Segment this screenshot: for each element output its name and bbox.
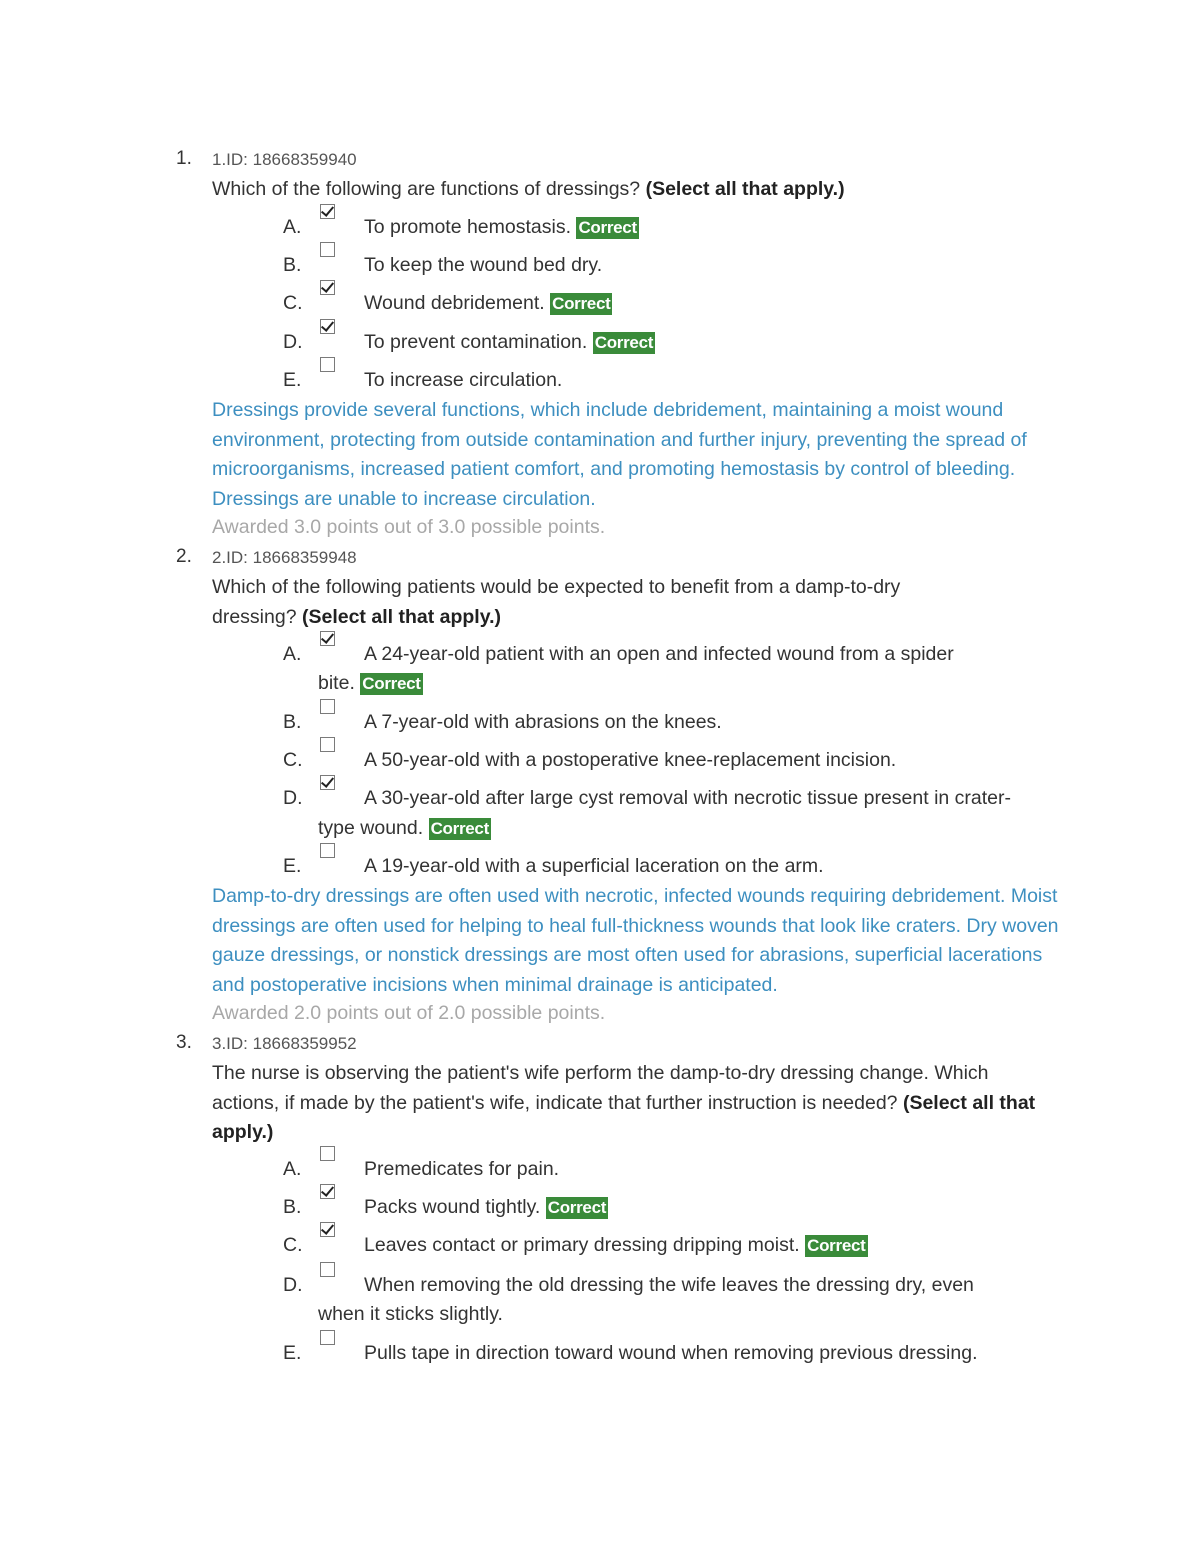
choice-text: Wound debridement. bbox=[364, 292, 545, 314]
checkbox-checked[interactable] bbox=[320, 280, 335, 295]
points-awarded: Awarded 3.0 points out of 3.0 possible points. bbox=[212, 516, 606, 538]
prompt-instruction: (Select all that apply.) bbox=[645, 178, 845, 200]
correct-badge: Correct bbox=[547, 1198, 607, 1217]
choice-text: When removing the old dressing the wife leaves the dressing dry, even bbox=[364, 1274, 974, 1296]
question-id: 2.ID: 18668359948 bbox=[212, 548, 357, 567]
choice-c[interactable] bbox=[0, 749, 1200, 779]
question-number: 3. bbox=[176, 1032, 192, 1053]
correct-badge: Correct bbox=[578, 218, 637, 237]
question-number: 1. bbox=[176, 148, 192, 169]
choice-text-wrap bbox=[364, 1234, 868, 1257]
choice-text-wrap bbox=[364, 216, 639, 239]
checkbox-unchecked[interactable] bbox=[320, 1330, 335, 1345]
question-number: 2. bbox=[176, 546, 192, 567]
choice-text: To promote hemostasis. bbox=[364, 216, 572, 238]
checkbox-checked[interactable] bbox=[320, 204, 335, 219]
choice-text: To keep the wound bed dry. bbox=[364, 254, 603, 276]
question-prompt bbox=[212, 1059, 1052, 1148]
question-id: 1.ID: 18668359940 bbox=[212, 150, 357, 169]
choice-letter: D. bbox=[283, 787, 303, 809]
choice-letter: D. bbox=[283, 331, 303, 353]
choice-text-continued: when it sticks slightly. bbox=[318, 1303, 503, 1325]
choice-text-continued: type wound. bbox=[318, 817, 424, 839]
choice-d[interactable] bbox=[0, 331, 1200, 361]
prompt-instruction: (Select all that apply.) bbox=[301, 605, 502, 628]
choice-d[interactable] bbox=[0, 787, 1200, 839]
question-prompt bbox=[212, 573, 952, 632]
question-prompt bbox=[212, 175, 1052, 205]
choice-text: To prevent contamination. bbox=[364, 331, 588, 353]
checkbox-checked[interactable] bbox=[320, 775, 335, 790]
points-awarded: Awarded 2.0 points out of 2.0 possible points. bbox=[212, 1002, 606, 1024]
choice-text: Packs wound tightly. bbox=[364, 1196, 541, 1218]
choice-letter: A. bbox=[283, 1158, 302, 1180]
choice-text: A 24-year-old patient with an open and infected wound from a spider bbox=[364, 643, 954, 665]
choice-text: Pulls tape in direction toward wound when removing previous dressing. bbox=[364, 1342, 978, 1364]
choice-letter: B. bbox=[283, 711, 302, 733]
correct-badge: Correct bbox=[430, 819, 489, 838]
choice-letter: B. bbox=[283, 1196, 302, 1218]
choice-text-wrap bbox=[364, 331, 655, 354]
choice-text-cont-wrap bbox=[318, 672, 423, 695]
checkbox-unchecked[interactable] bbox=[320, 1262, 335, 1277]
prompt-instruction: (Select all that apply.) bbox=[212, 1091, 1036, 1143]
choice-e[interactable] bbox=[0, 855, 1200, 885]
choice-b[interactable] bbox=[0, 254, 1200, 284]
choice-a[interactable] bbox=[0, 643, 1200, 694]
choice-letter: E. bbox=[283, 855, 302, 877]
checkbox-unchecked[interactable] bbox=[320, 737, 335, 752]
choice-letter: A. bbox=[283, 216, 302, 238]
checkbox-unchecked[interactable] bbox=[320, 699, 335, 714]
choice-text: A 7-year-old with abrasions on the knees. bbox=[364, 711, 722, 733]
choice-text: A 30-year-old after large cyst removal with necrotic tissue present in crater- bbox=[364, 787, 1012, 809]
choice-text: Premedicates for pain. bbox=[364, 1158, 560, 1180]
choice-letter: E. bbox=[283, 1342, 302, 1364]
choice-a[interactable] bbox=[0, 1158, 1200, 1188]
answer-feedback: Dressings provide several functions, which include debridement, maintaining a moist wound environment, protecting from outside contamination and further injury, preventing the spread of microorganisms, increased patient comfort, and promoting hemostasis by control of bleeding. Dressings are unable to increase circulation. bbox=[212, 399, 1027, 510]
correct-badge: Correct bbox=[552, 294, 611, 313]
choice-letter: D. bbox=[283, 1274, 303, 1296]
question-id: 3.ID: 18668359952 bbox=[212, 1034, 357, 1053]
checkbox-checked[interactable] bbox=[320, 1222, 335, 1237]
prompt-text: Which of the following patients would be expected to benefit from a damp-to-dry dressing? bbox=[212, 576, 901, 628]
choice-letter: B. bbox=[283, 254, 302, 276]
choice-text: A 50-year-old with a postoperative knee-replacement incision. bbox=[364, 749, 897, 771]
choice-text: A 19-year-old with a superficial laceration on the arm. bbox=[364, 855, 824, 877]
choice-letter: A. bbox=[283, 643, 302, 665]
choice-c[interactable] bbox=[0, 1234, 1200, 1264]
choice-text-wrap bbox=[364, 1196, 608, 1219]
checkbox-checked[interactable] bbox=[320, 319, 335, 334]
choice-b[interactable] bbox=[0, 1196, 1200, 1226]
checkbox-unchecked[interactable] bbox=[320, 843, 335, 858]
choice-b[interactable] bbox=[0, 711, 1200, 741]
correct-badge: Correct bbox=[807, 1236, 866, 1255]
choice-c[interactable] bbox=[0, 292, 1200, 322]
choice-letter: C. bbox=[283, 749, 303, 771]
checkbox-checked[interactable] bbox=[320, 631, 335, 646]
choice-text: To increase circulation. bbox=[364, 369, 563, 391]
choice-text-continued: bite. bbox=[318, 672, 355, 694]
choice-text: Leaves contact or primary dressing dripping moist. bbox=[364, 1234, 800, 1256]
choice-a[interactable] bbox=[0, 216, 1200, 246]
answer-feedback: Damp-to-dry dressings are often used with necrotic, infected wounds requiring debridement. Moist dressings are often used for helping to heal full-thickness wounds that look like craters. Dry woven gauze dressings, or nonstick dressings are most often used for abrasions, superficial lacerations and postoperative incisions when minimal drainage is anticipated. bbox=[212, 885, 1059, 996]
checkbox-unchecked[interactable] bbox=[320, 242, 335, 257]
choice-letter: E. bbox=[283, 369, 302, 391]
prompt-text: The nurse is observing the patient's wife perform the damp-to-dry dressing change. Which actions, if made by the patient's wife, indicate that further instruction is needed? bbox=[212, 1062, 989, 1114]
checkbox-checked[interactable] bbox=[320, 1184, 335, 1199]
checkbox-unchecked[interactable] bbox=[320, 1146, 335, 1161]
correct-badge: Correct bbox=[362, 674, 421, 693]
choice-letter: C. bbox=[283, 292, 303, 314]
choice-letter: C. bbox=[283, 1234, 303, 1256]
correct-badge: Correct bbox=[594, 333, 654, 352]
choice-d[interactable] bbox=[0, 1274, 1200, 1325]
choice-text-wrap bbox=[364, 292, 612, 315]
choice-e[interactable] bbox=[0, 369, 1200, 399]
prompt-text: Which of the following are functions of dressings? bbox=[212, 178, 641, 200]
choice-e[interactable] bbox=[0, 1342, 1200, 1372]
checkbox-unchecked[interactable] bbox=[320, 357, 335, 372]
choice-text-cont-wrap bbox=[318, 817, 491, 840]
